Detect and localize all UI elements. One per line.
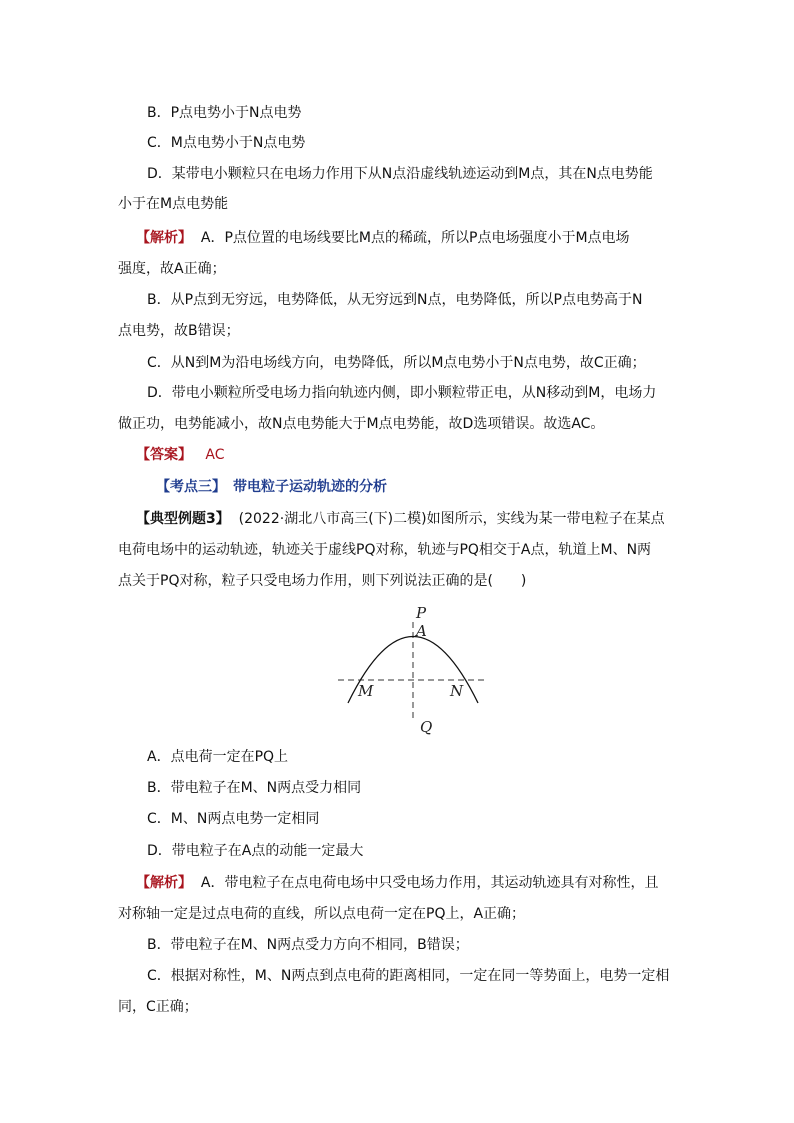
section-heading: 【考点三】 带电粒子运动轨迹的分析 [156, 479, 387, 495]
label-a: A [416, 622, 427, 640]
option-d-prev-line1: D．某带电小颗粒只在电场力作用下从N点沿虚线轨迹运动到M点，其在N点电势能 [147, 166, 653, 182]
example-3-line3: 点关于PQ对称，粒子只受电场力作用，则下列说法正确的是( ) [118, 573, 527, 589]
trajectory-figure [330, 600, 500, 740]
analysis-1-c-line1: C．从N到M为沿电场线方向，电势降低，所以M点电势小于N点电势，故C正确； [147, 355, 646, 371]
answer-value: AC [205, 447, 225, 463]
label-n: N [450, 682, 464, 700]
label-m: M [358, 682, 374, 700]
analysis-1-a-line1 [136, 228, 630, 248]
option-3-c: C．M、N两点电势一定相同 [147, 811, 320, 827]
label-q: Q [420, 718, 433, 736]
analysis-1-a-line2: 强度，故A正确； [118, 261, 226, 277]
analysis-3-b-line1: B．带电粒子在M、N两点受力方向不相同，B错误； [147, 937, 469, 953]
analysis-1-b-line2: 点电势，故B错误； [118, 323, 240, 339]
analysis-3-tag: 【解析】 [136, 875, 192, 891]
analysis-3-c-line2: 同，C正确； [118, 999, 198, 1015]
option-c-prev: C．M点电势小于N点电势 [147, 135, 306, 151]
answer-1 [136, 445, 224, 465]
analysis-1-a-text: A．P点位置的电场线要比M点的稀疏，所以P点电场强度小于M点电场 [200, 230, 630, 246]
analysis-1-d-line2: 做正功，电势能减小，故N点电势能大于M点电势能，故D选项错误。故选AC。 [118, 416, 605, 432]
example-3-line2: 电荷电场中的运动轨迹，轨迹关于虚线PQ对称，轨迹与PQ相交于A点，轨道上M、N两 [118, 542, 652, 558]
option-3-d: D．带电粒子在A点的动能一定最大 [147, 843, 364, 859]
example-tag: 【典型例题3】 [136, 511, 230, 527]
answer-tag: 【答案】 [136, 447, 192, 463]
analysis-3-c-line1: C．根据对称性，M、N两点到点电荷的距离相同，一定在同一等势面上，电势一定相 [147, 968, 670, 984]
analysis-1-b-line1: B．从P点到无穷远，电势降低，从无穷远到N点，电势降低，所以P点电势高于N [147, 292, 643, 308]
example-3-text1: (2022·湖北八市高三(下)二模)如图所示，实线为某一带电粒子在某点 [238, 511, 665, 527]
option-b-prev: B．P点电势小于N点电势 [147, 105, 302, 121]
analysis-3-a-line1 [136, 873, 658, 893]
analysis-3-a-line2: 对称轴一定是过点电荷的直线，所以点电荷一定在PQ上，A正确； [118, 906, 526, 922]
analysis-tag: 【解析】 [136, 230, 192, 246]
option-3-a: A．点电荷一定在PQ上 [147, 749, 289, 765]
analysis-1-d-line1: D．带电小颗粒所受电场力指向轨迹内侧，即小颗粒带正电，从N移动到M，电场力 [147, 385, 657, 401]
option-3-b: B．带电粒子在M、N两点受力相同 [147, 780, 362, 796]
analysis-3-a-text: A．带电粒子在点电荷电场中只受电场力作用，其运动轨迹具有对称性，且 [200, 875, 659, 891]
label-p: P [416, 604, 427, 622]
option-d-prev-line2: 小于在M点电势能 [118, 196, 229, 212]
example-3-line1 [136, 509, 665, 529]
